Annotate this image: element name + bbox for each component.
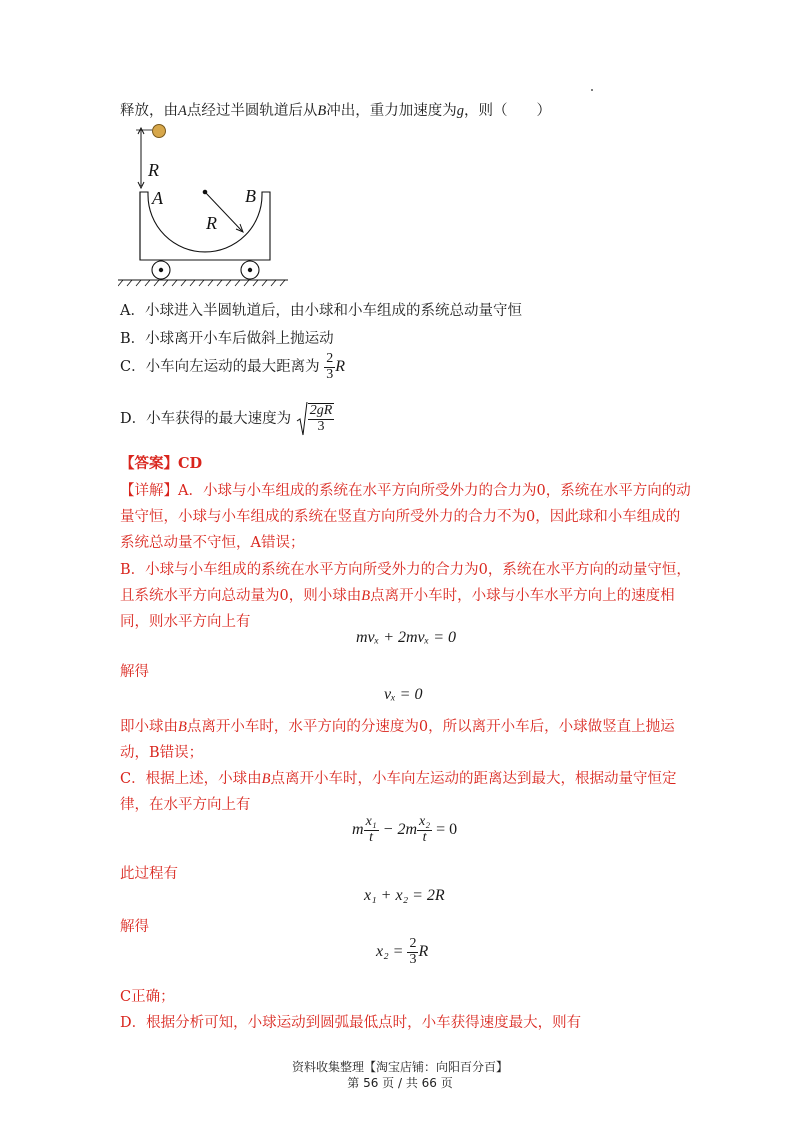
analysis-line-1: 【详解】A．小球与小车组成的系统在水平方向所受外力的合力为0，系统在水平方向的动 <box>120 483 691 499</box>
option-d-text: D．小车获得的最大速度为 <box>120 411 292 427</box>
option-c-var: R <box>335 358 345 376</box>
analysis-b-line-3: 同，则水平方向上有 <box>120 614 251 630</box>
footer-page-number: 第 56 页 / 共 66 页 <box>347 1076 453 1090</box>
label-r-top: R <box>148 160 159 180</box>
label-b: B <box>245 186 256 206</box>
solve-label-1: 解得 <box>120 664 149 680</box>
analysis-c-line-1: C．根据上述，小球由B点离开小车时，小车向左运动的距离达到最大，根据动量守恒定 <box>120 771 677 787</box>
equation-2: vₓ = 0 <box>384 686 423 703</box>
option-a: A．小球进入半圆轨道后，由小球和小车组成的系统总动量守恒 <box>120 303 522 319</box>
stem-point-a: A <box>178 103 187 119</box>
c-correct: C正确； <box>120 989 175 1005</box>
analysis-line-2: 量守恒，小球与小车组成的系统在竖直方向所受外力的合力不为0，因此球和小车组成的 <box>120 509 681 525</box>
stem-prefix: 释放，由 <box>120 103 178 119</box>
process-label: 此过程有 <box>120 866 178 882</box>
analysis-b-line-5: 动，B错误； <box>120 745 204 761</box>
equation-4: x₁ + x₂ = 2R <box>364 887 445 904</box>
analysis-c-line-2: 律，在水平方向上有 <box>120 797 251 813</box>
option-d <box>120 401 334 437</box>
equation-5: x₂ = $\frac{2}{3}$ R <box>376 936 429 967</box>
analysis-b-line-4: 即小球由B点离开小车时，水平方向的分速度为0，所以离开小车后，小球做竖直上抛运 <box>120 719 675 735</box>
footer-source: 资料收集整理【淘宝店铺：向阳百分百】 <box>291 1060 508 1074</box>
analysis-b-line-2: 且系统水平方向总动量为0，则小球由B点离开小车时，小球与小车水平方向上的速度相 <box>120 588 675 604</box>
label-r-radius: R <box>206 213 217 233</box>
option-c-fraction: $\frac{2}{3}$ <box>326 351 334 382</box>
ball <box>153 125 166 138</box>
stem-mid: 点经过半圆轨道后从 <box>186 103 318 119</box>
stem-g: g <box>456 103 464 119</box>
analysis-d-line-1: D．根据分析可知，小球运动到圆弧最低点时，小车获得速度最大，则有 <box>120 1015 582 1031</box>
option-c-text: C．小车向左运动的最大距离为 <box>120 359 320 376</box>
stem-end: ，则（ ） <box>463 103 551 119</box>
cart-figure <box>118 120 298 292</box>
analysis-b-line-1: B．小球与小车组成的系统在水平方向所受外力的合力为0，系统在水平方向的动量守恒， <box>120 562 691 578</box>
equation-1: mvₓ + 2mvₓ = 0 <box>356 629 456 646</box>
question-stem <box>120 99 551 120</box>
stem-point-b: B <box>317 103 327 119</box>
solve-label-2: 解得 <box>120 919 149 935</box>
option-c <box>120 352 345 382</box>
option-d-sqrt: $\frac{2gR}{3}$ <box>296 401 335 437</box>
stray-dot <box>591 89 593 91</box>
answer-label: 【答案】CD <box>120 455 203 472</box>
label-a: A <box>152 188 163 208</box>
stem-mid2: 冲出，重力加速度为 <box>326 103 457 119</box>
option-b: B．小球离开小车后做斜上抛运动 <box>120 331 334 347</box>
analysis-line-3: 系统总动量不守恒，A错误； <box>120 535 305 551</box>
equation-3: m $\frac{\text{x₁}}{t}$ − 2m $\frac{\text{x₂}}{t}$ = 0 <box>352 814 458 845</box>
